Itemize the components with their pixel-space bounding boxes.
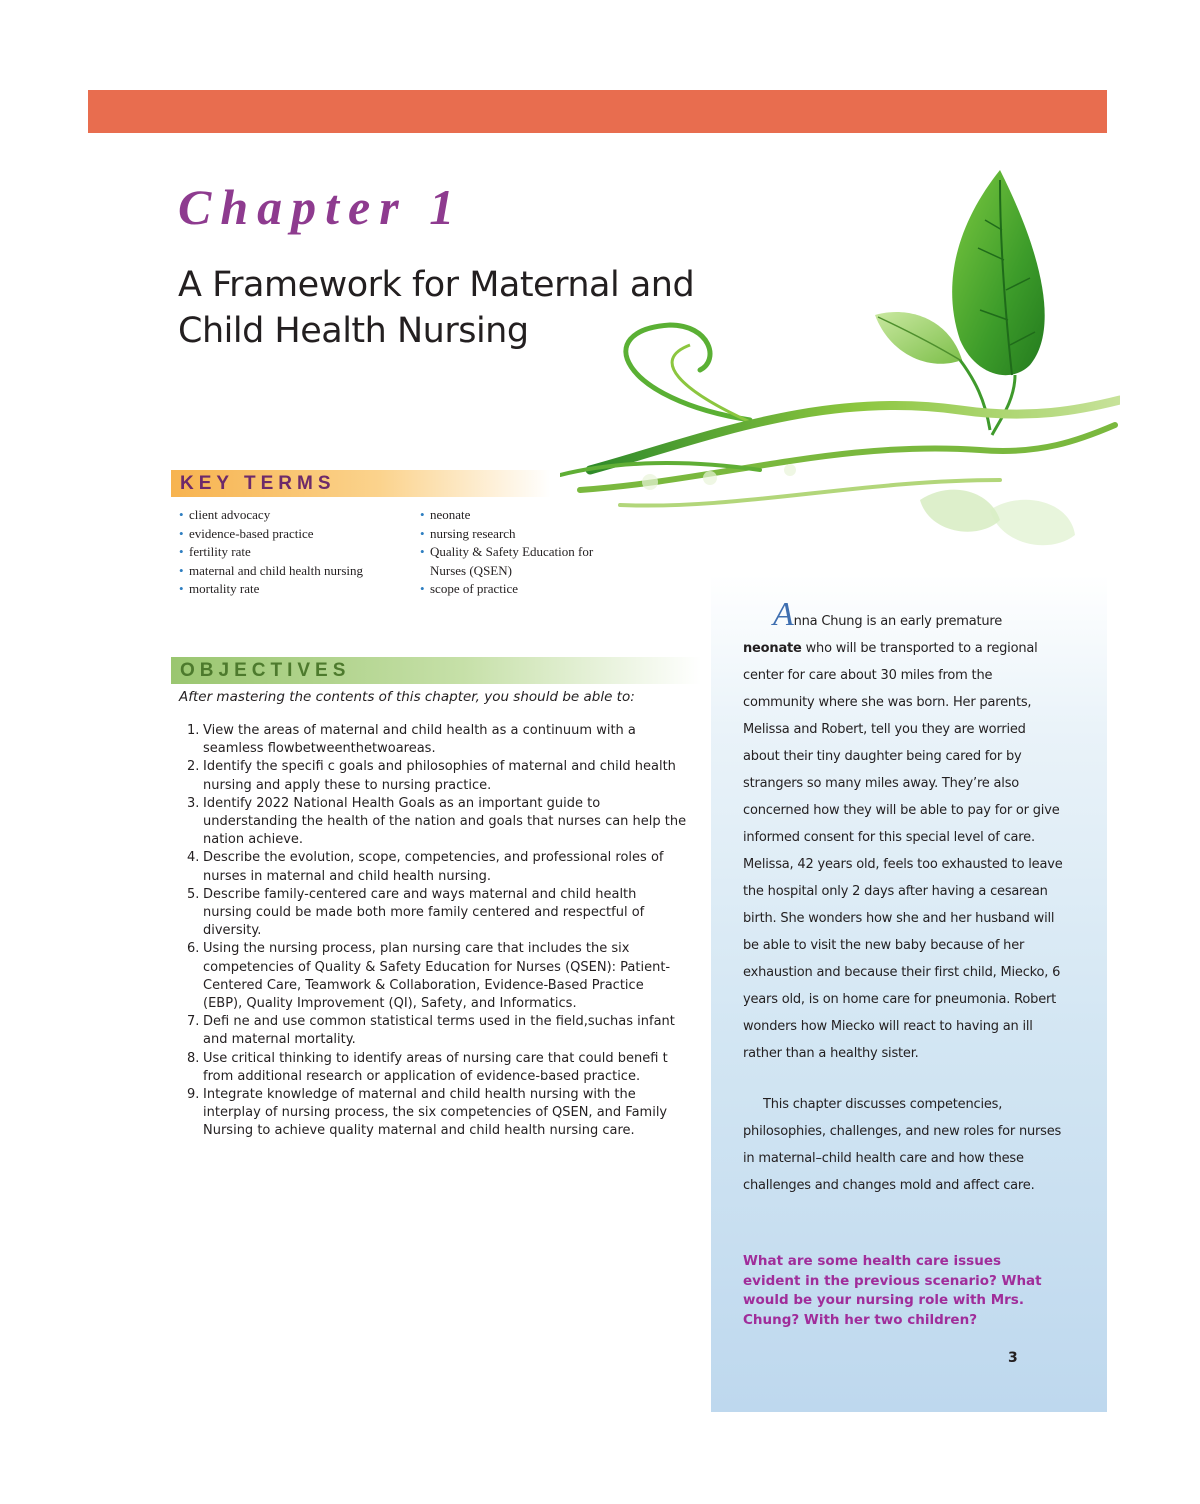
objective-item: 8. Use critical thinking to identify areas of nursing care that could benefi t from additional research or application of evidence-based practice.	[187, 1050, 668, 1084]
key-term: • client advocacy	[179, 506, 414, 525]
objective-item: 3. Identify 2022 National Health Goals as an important guide to understanding the health of the nation and goals that nurses can help the nation achieve.	[187, 795, 687, 848]
chapter-label: Chapter 1	[178, 179, 464, 235]
key-term: • mortality rate	[179, 580, 414, 599]
objective-item: 7. Defi ne and use common statistical terms used in the field,suchas infant and maternal mortality.	[187, 1014, 675, 1048]
objective-item: 4. Describe the evolution, scope, competencies, and professional roles of nurses in maternal and child health nursing.	[187, 850, 664, 884]
key-term-highlight: neonate	[743, 641, 802, 656]
bullet-icon: •	[420, 525, 425, 541]
reflection-question: What are some health care issues evident in the previous scenario? What would be your nursing role with Mrs. Chung? With her two children?	[743, 1253, 1042, 1328]
key-term: • scope of practice	[420, 580, 640, 599]
objective-item: 6. Using the nursing process, plan nursing care that includes the six competencies of Quality & Safety Education for Nurses (QSEN): Patient-Centered Care, Teamwork & Collaboration, Evidence-Based Practice (EBP), Quality Improvement (QI), Safety, and Informatics.	[187, 941, 671, 1012]
objectives-intro: After mastering the contents of this chapter, you should be able to:	[179, 689, 635, 705]
bullet-icon: •	[179, 581, 184, 597]
chapter-top-bar	[88, 90, 1107, 133]
key-term: • Quality & Safety Education for Nurses (QSEN)	[420, 544, 594, 578]
bullet-icon: •	[179, 562, 184, 578]
key-term: • fertility rate	[179, 543, 414, 562]
objective-item: 2. Identify the specifi c goals and philosophies of maternal and child health nursing and apply these to nursing practice.	[187, 759, 676, 793]
bullet-icon: •	[179, 525, 184, 541]
key-term: • evidence-based practice	[179, 525, 414, 544]
objectives-heading: OBJECTIVES	[171, 657, 701, 684]
drop-cap: A	[773, 596, 794, 633]
bullet-icon: •	[179, 544, 184, 560]
opening-scenario-text: Anna Chung is an early premature neonate who will be transported to a regional center for care about 30 miles from the community where she was born. Her parents, Melissa and Robert, tell you they are worried about their tiny daughter being cared for by strangers so many miles away. They’re also concerned how they will be able to pay for or give informed consent for this special level of care. Melissa, 42 years old, feels too exhausted to leave the hospital only 2 days after having a cesarean birth. She wonders how she and her husband will be able to visit the new baby because of her exhaustion and because their first child, Miecko, 6 years old, is on home care for pneumonia. Robert wonders how Miecko will react to having an ill rather than a healthy sister.	[743, 596, 1063, 1061]
objective-item: 9. Integrate knowledge of maternal and child health nursing with the interplay of nursing process, the six competencies of QSEN, and Family Nursing to achieve quality maternal and child health nursing care.	[187, 1087, 668, 1139]
key-terms-column-1	[179, 506, 414, 599]
bullet-icon: •	[179, 507, 184, 522]
key-term: • maternal and child health nursing	[179, 562, 414, 581]
key-term: • nursing research	[420, 525, 640, 544]
chapter-overview-text: This chapter discusses competencies, philosophies, challenges, and new roles for nurses in maternal–child health care and how these challenges and changes mold and affect care.	[743, 1097, 1062, 1193]
chapter-title: A Framework for Maternal and Child Health Nursing	[178, 265, 695, 351]
bullet-icon: •	[420, 544, 425, 560]
objectives-list	[187, 722, 687, 1141]
key-terms-heading: KEY TERMS	[171, 470, 551, 497]
vine-leaf-illustration	[560, 160, 1120, 590]
objective-item: 1. View the areas of maternal and child health as a continuum with a seamless flowbetweenthetwoareas.	[187, 723, 636, 757]
bullet-icon: •	[420, 581, 425, 597]
bullet-icon: •	[420, 507, 425, 522]
objective-item: 5. Describe family-centered care and ways maternal and child health nursing could be made both more family centered and respectful of diversity.	[187, 886, 645, 939]
key-term: • neonate	[420, 506, 640, 525]
page-number: 3	[1008, 1350, 1018, 1366]
key-terms-column-2	[420, 506, 640, 599]
